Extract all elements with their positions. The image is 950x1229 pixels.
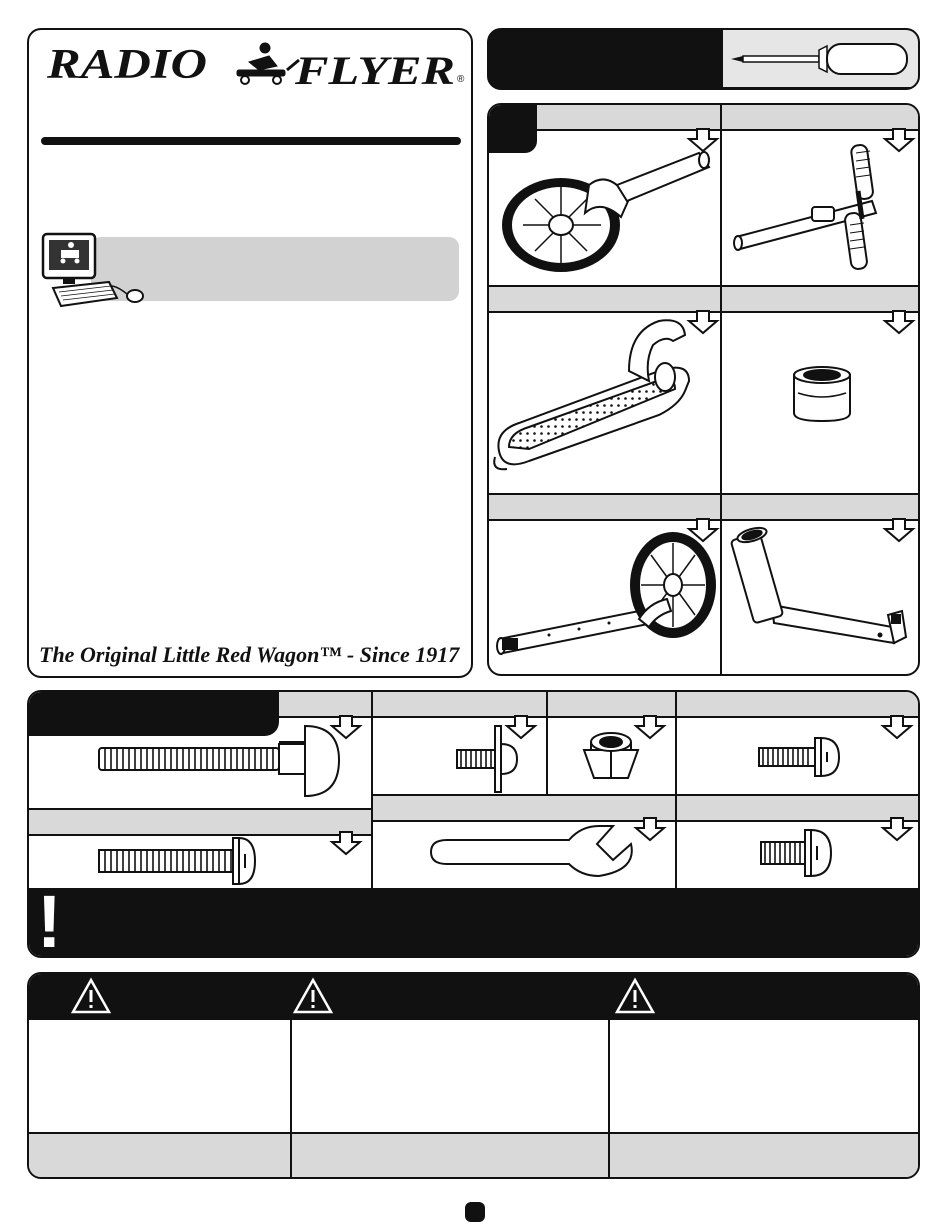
rear-wheel-frame-illustration xyxy=(489,519,720,676)
warnings-footer xyxy=(29,1132,920,1179)
page-number-marker xyxy=(465,1202,485,1222)
tools-panel xyxy=(487,28,920,90)
long-screw-illustration xyxy=(29,834,369,888)
exclamation-icon: ! xyxy=(37,880,62,958)
title-rule xyxy=(41,137,461,145)
computer-icon xyxy=(37,230,147,312)
screwdriver-icon xyxy=(723,30,913,87)
medium-screw-illustration xyxy=(677,722,920,798)
long-bolt-illustration xyxy=(29,722,369,802)
radio-flyer-logo xyxy=(37,36,467,96)
warnings-panel xyxy=(27,972,920,1179)
hardware-panel xyxy=(27,690,920,958)
small-bolt-washer-illustration xyxy=(373,722,543,798)
short-screw-illustration xyxy=(677,820,920,888)
tagline: The Original Little Red Wagon™ - Since 1917 xyxy=(39,642,460,667)
logo-registered: ® xyxy=(457,74,465,85)
wrench-illustration xyxy=(373,820,675,888)
front-wheel-fork-illustration xyxy=(489,129,720,285)
lock-nut-illustration xyxy=(548,720,674,796)
deck-illustration xyxy=(489,311,720,493)
parts-panel xyxy=(487,103,920,676)
info-panel xyxy=(27,28,473,678)
handlebar-illustration xyxy=(722,129,920,285)
logo-word-right: FLYER xyxy=(293,48,455,93)
warning-bar xyxy=(29,880,920,958)
stem-tube-illustration xyxy=(722,519,920,676)
bushing-illustration xyxy=(722,311,920,493)
warning-triangle-icons xyxy=(29,974,920,1020)
logo-rider-icon xyxy=(237,43,299,84)
tool-box xyxy=(721,30,920,87)
logo-word-left: RADIO xyxy=(45,42,207,88)
